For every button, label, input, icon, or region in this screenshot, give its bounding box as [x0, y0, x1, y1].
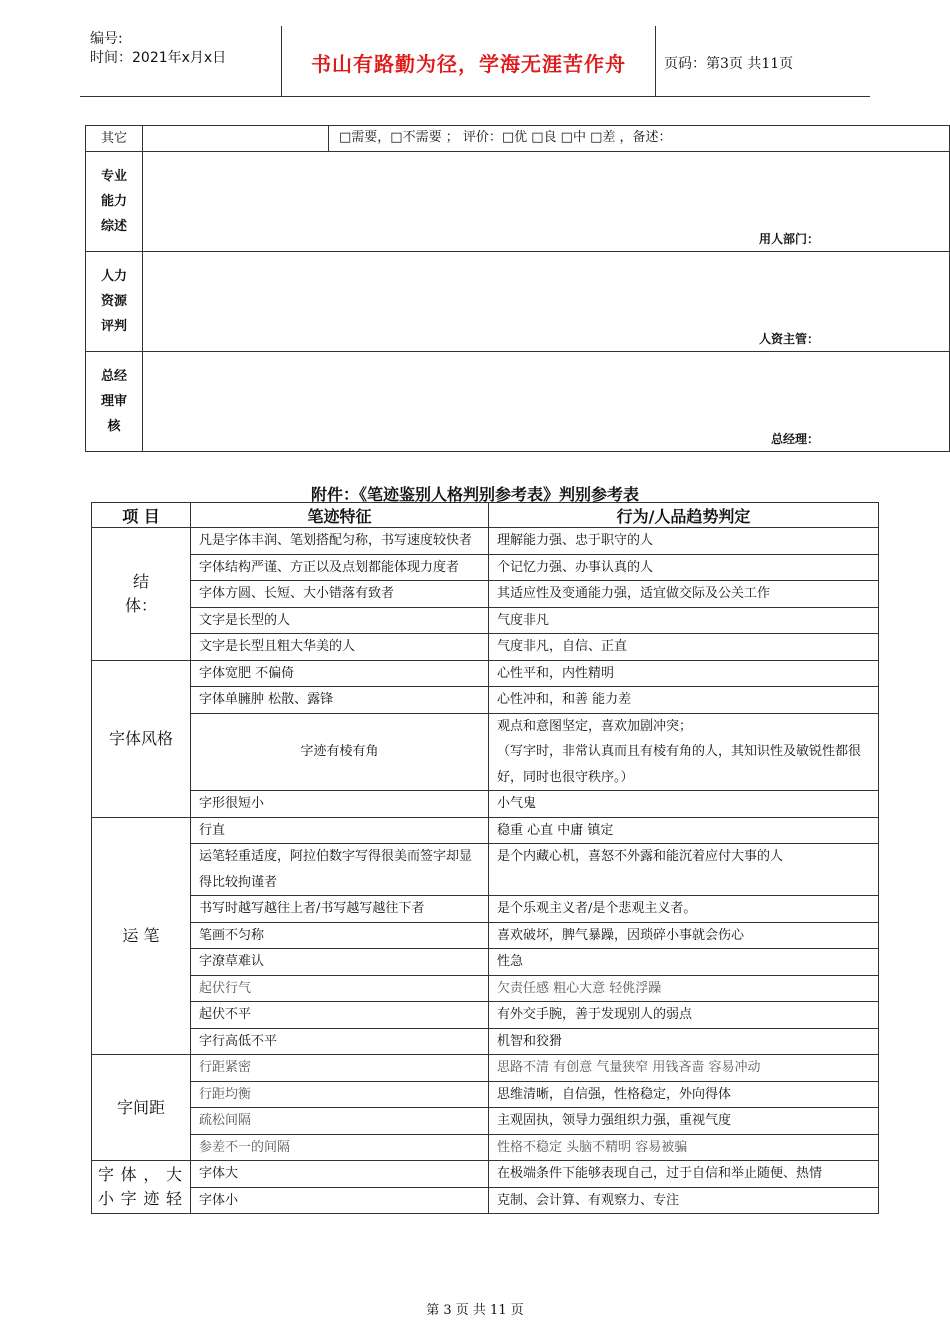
feature-cell: 字体方圆、长短、大小错落有致者: [191, 581, 489, 608]
feature-cell: 字形很短小: [191, 791, 489, 818]
judgment-cell: 思路不清 有创意 气量狭窄 用钱吝啬 容易冲动: [489, 1055, 879, 1082]
department-signature-label: 用人部门：: [758, 232, 819, 246]
judgment-cell: 主观固执，领导力强组织力强，重视气度: [489, 1108, 879, 1135]
hr-review-field[interactable]: [143, 252, 950, 352]
page-indicator: 页码：第3页 共11页: [664, 56, 794, 72]
hr-review-label: 人力 资源 评判: [86, 252, 143, 352]
category-cell: 运 笔: [92, 817, 191, 1055]
header-motto: 书山有路勤为径，学海无涯苦作舟: [311, 52, 626, 76]
table-row: [92, 1055, 879, 1082]
category-cell: 结 体：: [92, 528, 191, 661]
number-label: 编号:: [90, 31, 123, 47]
table-row: [92, 1134, 879, 1161]
gm-review-field[interactable]: [143, 352, 950, 452]
table-row: [92, 713, 879, 791]
feature-cell: 书写时越写越往上者/书写越写越往下者: [191, 896, 489, 923]
feature-cell: 运笔轻重适度，阿拉伯数字写得很美而签字却显得比较拘谨者: [191, 844, 489, 896]
feature-cell: 文字是长型且粗大华美的人: [191, 634, 489, 661]
feature-cell: 疏松间隔: [191, 1108, 489, 1135]
judgment-cell: 理解能力强、忠于职守的人: [489, 528, 879, 555]
table-row: [92, 975, 879, 1002]
feature-cell: 行距紧密: [191, 1055, 489, 1082]
feature-cell: 行距均衡: [191, 1081, 489, 1108]
category-cell: 字体风格: [92, 660, 191, 817]
table-row: [92, 896, 879, 923]
table-row: [92, 1081, 879, 1108]
judgment-cell: 心性冲和，和善 能力差: [489, 687, 879, 714]
feature-cell: 参差不一的间隔: [191, 1134, 489, 1161]
category-cell: 字体，大小字迹轻: [92, 1161, 191, 1214]
judgment-cell: 是个内藏心机，喜怒不外露和能沉着应付大事的人: [489, 844, 879, 896]
table-row: [92, 1187, 879, 1214]
feature-cell: 字潦草难认: [191, 949, 489, 976]
judgment-cell: 个记忆力强、办事认真的人: [489, 554, 879, 581]
judgment-cell: 是个乐观主义者/是个悲观主义者。: [489, 896, 879, 923]
feature-cell: 起伏不平: [191, 1002, 489, 1029]
table-row: [92, 1002, 879, 1029]
table-row: [92, 634, 879, 661]
column-header-item: 项 目: [92, 503, 191, 528]
feature-cell: 起伏行气: [191, 975, 489, 1002]
judgment-cell: 性格不稳定 头脑不精明 容易被骗: [489, 1134, 879, 1161]
feature-cell: 字体单臃肿 松散、露锋: [191, 687, 489, 714]
gm-signature-label: 总经理：: [770, 432, 819, 446]
judgment-cell: 喜欢破坏，脾气暴躁，因琐碎小事就会伤心: [489, 922, 879, 949]
table-row: [92, 791, 879, 818]
annex-title: 附件：《笔迹鉴别人格判别参考表》判别参考表: [310, 485, 639, 504]
column-header-feature: 笔迹特征: [191, 503, 489, 528]
judgment-cell: 气度非凡: [489, 607, 879, 634]
other-value-cell[interactable]: [143, 126, 329, 152]
gm-review-label: 总经 理审 核: [86, 352, 143, 452]
judgment-cell: 稳重 心直 中庸 镇定: [489, 817, 879, 844]
time-label: 时间：2021年x月x日: [90, 50, 227, 66]
table-row: [92, 607, 879, 634]
feature-cell: 字体结构严谨、方正以及点划都能体现力度者: [191, 554, 489, 581]
table-row: [92, 581, 879, 608]
other-label: 其它: [86, 126, 143, 152]
feature-cell: 字迹有棱有角: [191, 713, 489, 791]
table-row: [92, 660, 879, 687]
table-row: [92, 949, 879, 976]
professional-summary-label: 专业 能力 综述: [86, 152, 143, 252]
document-header: [80, 26, 870, 97]
judgment-cell: 有外交手腕，善于发现别人的弱点: [489, 1002, 879, 1029]
professional-summary-field[interactable]: [143, 152, 950, 252]
feature-cell: 文字是长型的人: [191, 607, 489, 634]
handwriting-reference-table: [91, 502, 879, 1214]
evaluation-form: [85, 125, 950, 452]
table-row: [92, 1161, 879, 1188]
table-row: [92, 1028, 879, 1055]
judgment-cell: 性急: [489, 949, 879, 976]
judgment-cell: 机智和狡猾: [489, 1028, 879, 1055]
table-row: [92, 554, 879, 581]
judgment-cell: 其适应性及变通能力强，适宜做交际及公关工作: [489, 581, 879, 608]
header-meta: [90, 30, 285, 68]
judgment-cell: 气度非凡，自信、正直: [489, 634, 879, 661]
feature-cell: 字体小: [191, 1187, 489, 1214]
judgment-cell: 欠责任感 粗心大意 轻佻浮躁: [489, 975, 879, 1002]
feature-cell: 笔画不匀称: [191, 922, 489, 949]
judgment-cell: 思维清晰，自信强，性格稳定，外向得体: [489, 1081, 879, 1108]
table-row: [92, 528, 879, 555]
other-options: □需要，□不需要 ； 评价：□优 □良 □中 □差 ，备述：: [329, 126, 950, 152]
judgment-cell: 心性平和，内性精明: [489, 660, 879, 687]
judgment-cell: 小气鬼: [489, 791, 879, 818]
hr-supervisor-signature-label: 人资主管：: [758, 332, 819, 346]
table-row: [92, 817, 879, 844]
header-divider: [655, 26, 656, 96]
table-row: [92, 844, 879, 896]
feature-cell: 字体大: [191, 1161, 489, 1188]
feature-cell: 凡是字体丰润、笔划搭配匀称，书写速度较快者: [191, 528, 489, 555]
feature-cell: 字体宽肥 不偏倚: [191, 660, 489, 687]
column-header-judgment: 行为/人品趋势判定: [489, 503, 879, 528]
judgment-cell: 观点和意图坚定，喜欢加剧冲突； （写字时，非常认真而且有棱有角的人，其知识性及敏锐性都很好，同时也很守秩序。）: [489, 713, 879, 791]
table-row: [92, 1108, 879, 1135]
page-footer: 第 3 页 共 11 页: [426, 1303, 524, 1318]
table-row: [92, 922, 879, 949]
feature-cell: 行直: [191, 817, 489, 844]
reference-table-body: [92, 528, 879, 1214]
category-cell: 字间距: [92, 1055, 191, 1161]
judgment-cell: 在极端条件下能够表现自己，过于自信和举止随便、热情: [489, 1161, 879, 1188]
feature-cell: 字行高低不平: [191, 1028, 489, 1055]
table-row: [92, 687, 879, 714]
judgment-cell: 克制、会计算、有观察力、专注: [489, 1187, 879, 1214]
